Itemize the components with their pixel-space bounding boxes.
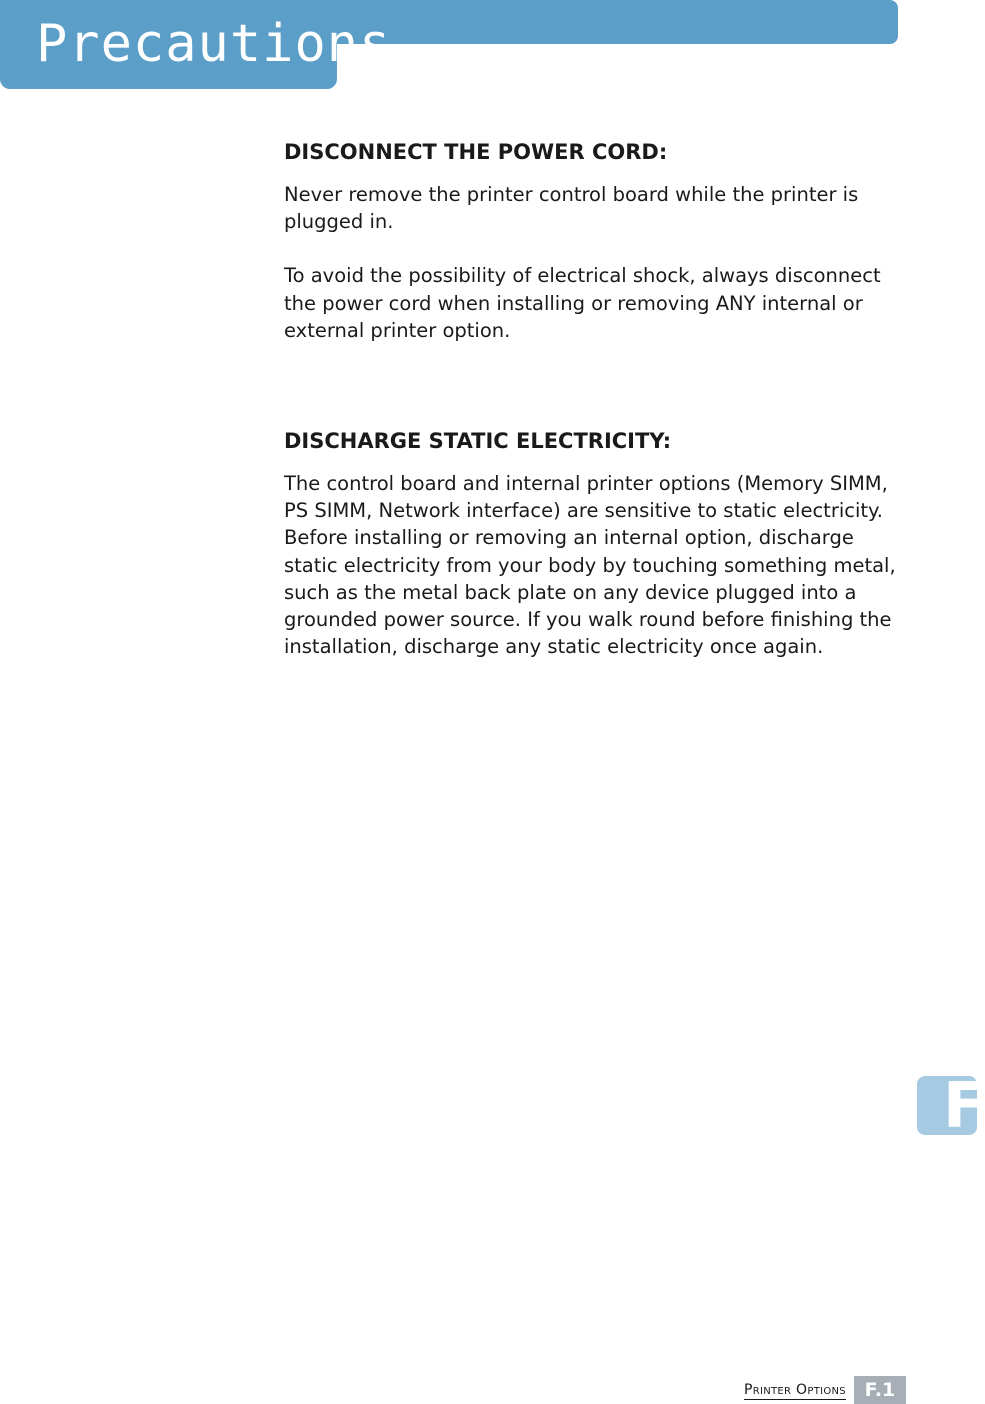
- main-content: [284, 136, 904, 660]
- page-title: Precautions: [36, 14, 392, 74]
- page-footer: [744, 1376, 906, 1404]
- section-discharge-static: [284, 425, 904, 660]
- section-heading: DISCHARGE STATIC ELECTRICITY:: [284, 429, 672, 454]
- section-heading: DISCONNECT THE POWER CORD:: [284, 140, 668, 164]
- paragraph: To avoid the possibility of electrical shock, always disconnect the power cord when installing or removing ANY internal or external printer option.: [284, 264, 881, 342]
- paragraph: Never remove the printer control board while the printer is plugged in.: [284, 183, 859, 234]
- chapter-tab: [917, 1069, 985, 1142]
- footer-section-name: Printer Options: [744, 1381, 846, 1398]
- page-number: F.1: [854, 1376, 906, 1404]
- title-tab: [0, 0, 392, 89]
- chapter-tab-letter: F: [943, 1069, 985, 1142]
- section-disconnect-power: [284, 136, 904, 344]
- paragraph: The control board and internal printer options (Memory SIMM, PS SIMM, Network interface) are sensitive to static electricity. Before installing or removing an internal option, discharge static electricity from your body by touching something metal, such as the metal back plate on any device plugged into a grounded power source. If you walk round before finishing the installation, discharge any static electricity once again.: [284, 472, 896, 659]
